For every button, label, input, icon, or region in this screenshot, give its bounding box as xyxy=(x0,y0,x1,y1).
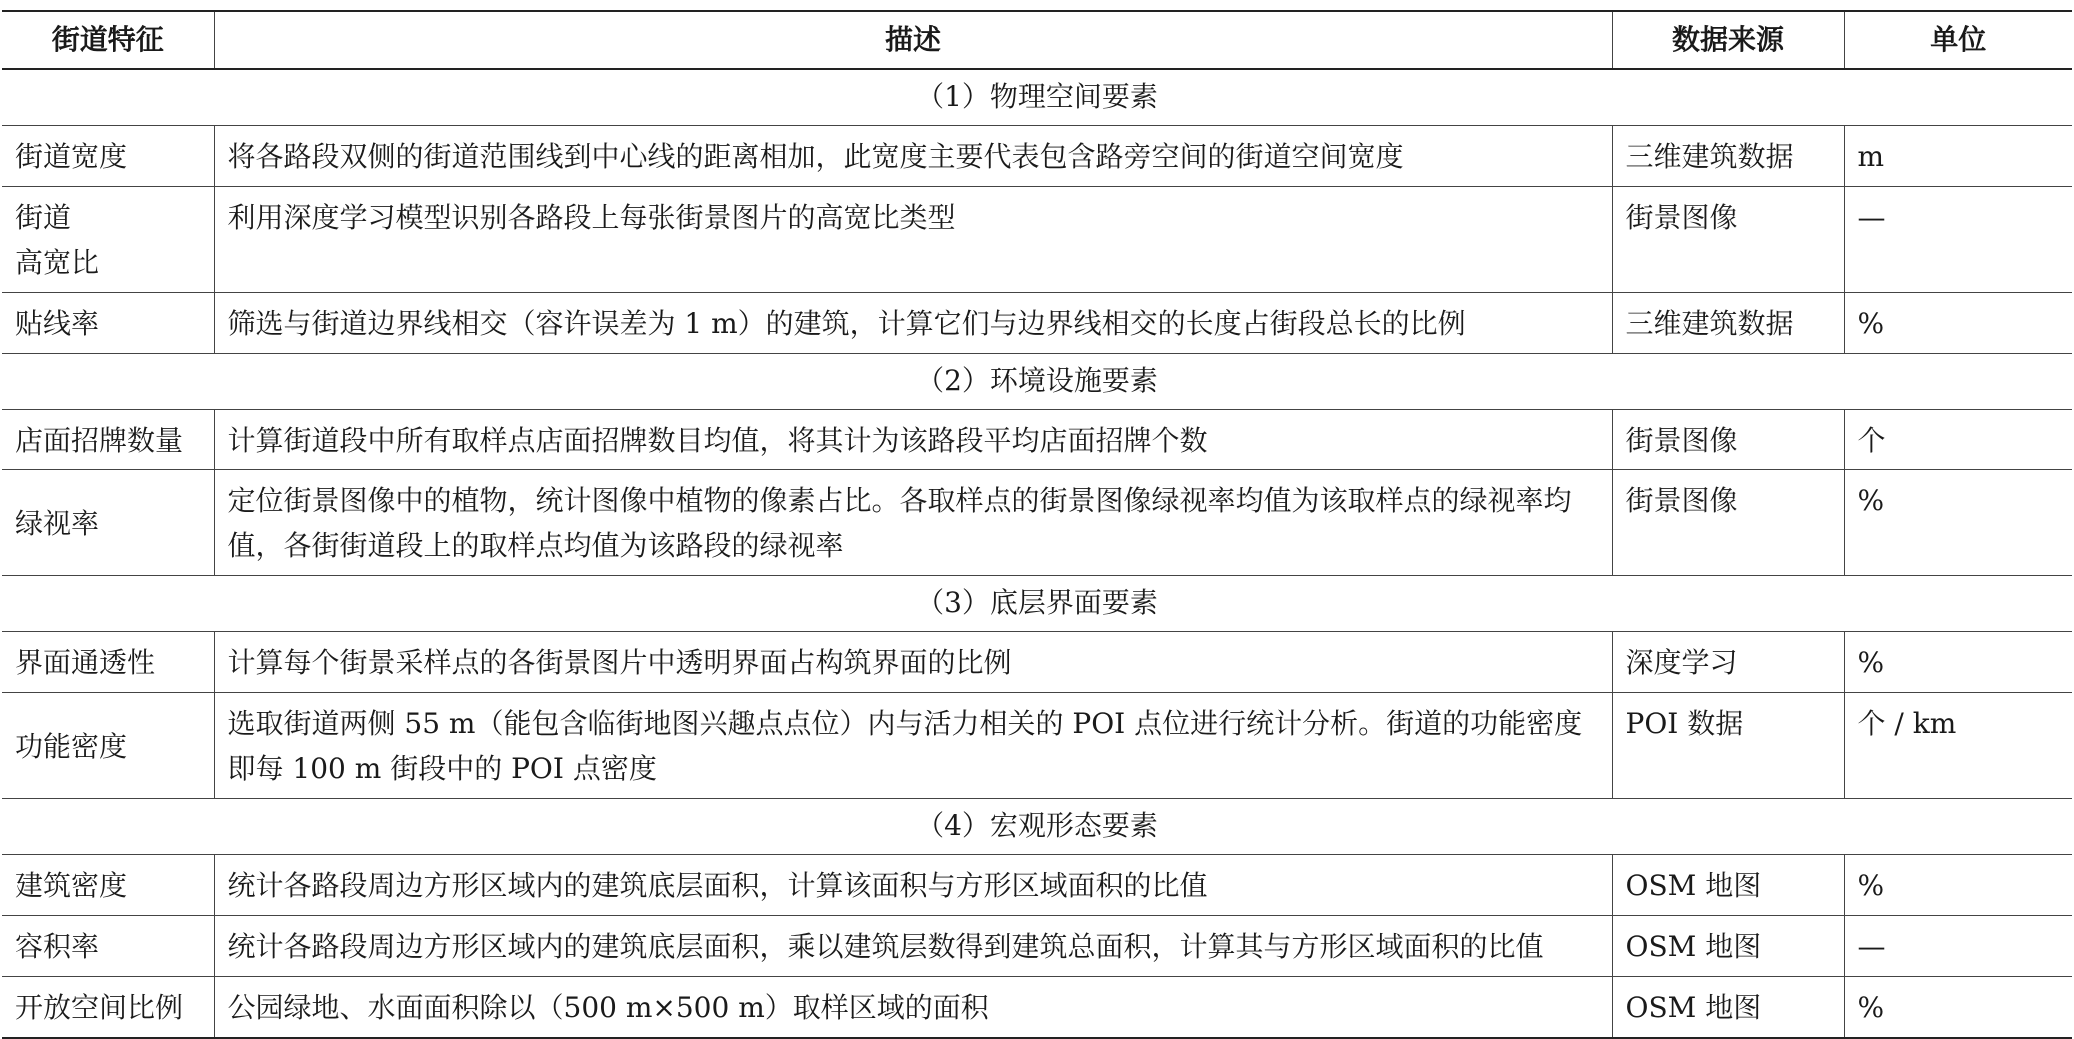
unit-cell: 个 xyxy=(1844,409,2072,470)
feature-cell: 店面招牌数量 xyxy=(2,409,214,470)
description-cell: 统计各路段周边方形区域内的建筑底层面积，乘以建筑层数得到建筑总面积，计算其与方形区域面积的比值 xyxy=(214,915,1612,976)
section-title: （2）环境设施要素 xyxy=(2,353,2072,409)
header-description: 描述 xyxy=(214,11,1612,69)
section-title: （4）宏观形态要素 xyxy=(2,799,2072,855)
section-title: （3）底层界面要素 xyxy=(2,576,2072,632)
street-features-table-container xyxy=(2,10,2072,1039)
section-row xyxy=(2,576,2072,632)
source-cell: 三维建筑数据 xyxy=(1612,292,1844,353)
table-row xyxy=(2,470,2072,576)
table-body xyxy=(2,69,2072,1038)
feature-cell: 开放空间比例 xyxy=(2,976,214,1037)
source-cell: 街景图像 xyxy=(1612,186,1844,292)
feature-cell: 容积率 xyxy=(2,915,214,976)
table-row xyxy=(2,632,2072,693)
section-title: （1）物理空间要素 xyxy=(2,69,2072,126)
section-row xyxy=(2,799,2072,855)
section-row xyxy=(2,69,2072,126)
unit-cell: — xyxy=(1844,915,2072,976)
feature-cell: 绿视率 xyxy=(2,470,214,576)
description-cell: 将各路段双侧的街道范围线到中心线的距离相加，此宽度主要代表包含路旁空间的街道空间宽度 xyxy=(214,126,1612,187)
unit-cell: % xyxy=(1844,976,2072,1037)
description-cell: 公园绿地、水面面积除以（500 m×500 m）取样区域的面积 xyxy=(214,976,1612,1037)
source-cell: OSM 地图 xyxy=(1612,915,1844,976)
source-cell: POI 数据 xyxy=(1612,693,1844,799)
feature-cell: 界面通透性 xyxy=(2,632,214,693)
table-row xyxy=(2,855,2072,916)
table-row xyxy=(2,915,2072,976)
header-unit: 单位 xyxy=(1844,11,2072,69)
table-row xyxy=(2,976,2072,1037)
description-cell: 选取街道两侧 55 m（能包含临街地图兴趣点点位）内与活力相关的 POI 点位进行统计分析。街道的功能密度即每 100 m 街段中的 POI 点密度 xyxy=(214,693,1612,799)
unit-cell: % xyxy=(1844,632,2072,693)
table-row xyxy=(2,186,2072,292)
unit-cell: % xyxy=(1844,470,2072,576)
unit-cell: % xyxy=(1844,855,2072,916)
unit-cell: % xyxy=(1844,292,2072,353)
feature-cell: 功能密度 xyxy=(2,693,214,799)
description-cell: 计算每个街景采样点的各街景图片中透明界面占构筑界面的比例 xyxy=(214,632,1612,693)
table-row xyxy=(2,292,2072,353)
source-cell: OSM 地图 xyxy=(1612,976,1844,1037)
feature-cell: 街道 高宽比 xyxy=(2,186,214,292)
feature-cell: 建筑密度 xyxy=(2,855,214,916)
header-source: 数据来源 xyxy=(1612,11,1844,69)
section-row xyxy=(2,353,2072,409)
table-row xyxy=(2,693,2072,799)
table-row xyxy=(2,126,2072,187)
source-cell: 深度学习 xyxy=(1612,632,1844,693)
source-cell: 街景图像 xyxy=(1612,470,1844,576)
description-cell: 利用深度学习模型识别各路段上每张街景图片的高宽比类型 xyxy=(214,186,1612,292)
description-cell: 计算街道段中所有取样点店面招牌数目均值，将其计为该路段平均店面招牌个数 xyxy=(214,409,1612,470)
source-cell: 街景图像 xyxy=(1612,409,1844,470)
header-row xyxy=(2,11,2072,69)
unit-cell: m xyxy=(1844,126,2072,187)
unit-cell: 个 / km xyxy=(1844,693,2072,799)
street-features-table xyxy=(2,10,2072,1039)
source-cell: OSM 地图 xyxy=(1612,855,1844,916)
feature-cell: 街道宽度 xyxy=(2,126,214,187)
description-cell: 定位街景图像中的植物，统计图像中植物的像素占比。各取样点的街景图像绿视率均值为该取样点的绿视率均值，各街街道段上的取样点均值为该路段的绿视率 xyxy=(214,470,1612,576)
table-header xyxy=(2,11,2072,69)
feature-cell: 贴线率 xyxy=(2,292,214,353)
unit-cell: — xyxy=(1844,186,2072,292)
header-feature: 街道特征 xyxy=(51,22,164,56)
description-cell: 筛选与街道边界线相交（容许误差为 1 m）的建筑，计算它们与边界线相交的长度占街段总长的比例 xyxy=(214,292,1612,353)
source-cell: 三维建筑数据 xyxy=(1612,126,1844,187)
table-row xyxy=(2,409,2072,470)
description-cell: 统计各路段周边方形区域内的建筑底层面积，计算该面积与方形区域面积的比值 xyxy=(214,855,1612,916)
